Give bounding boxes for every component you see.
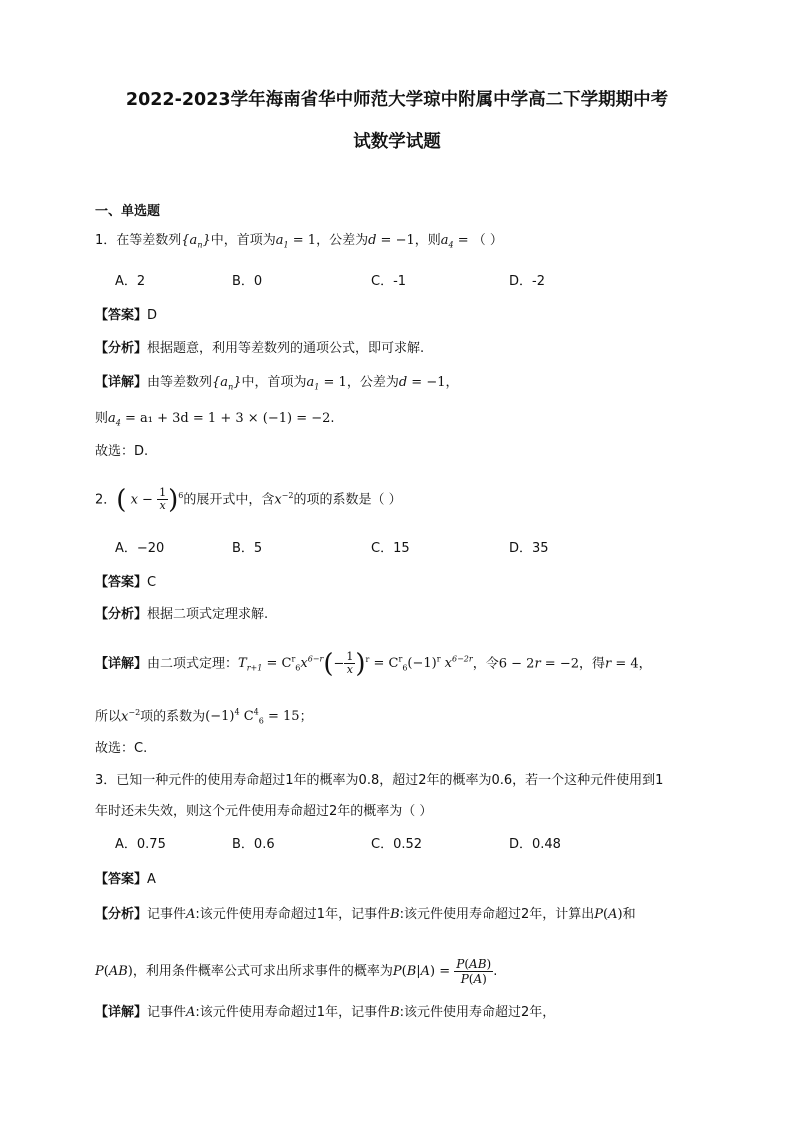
- q3-option-d: D．0.48: [509, 837, 561, 852]
- q3-analysis-line2: P(AB)，利用条件概率公式可求出所求事件的概率为P(B|A) = $\frac{P(AB)}{P(A)}$ .: [95, 957, 498, 986]
- q1-option-b: B．0: [232, 274, 263, 289]
- q1-detail-formula: 则$a_4 = a_1 + 3d = 1 + 3 \times (-1) = -2$.: [95, 411, 335, 428]
- q2-analysis: 【分析】根据二项式定理求解.: [95, 607, 269, 622]
- q2-answer: 【答案】C: [95, 575, 157, 590]
- q3-stem-line2: 年时还未失效，则这个元件使用寿命超过2年的概率为（ ）: [95, 804, 433, 819]
- q1-option-a: A．2: [115, 274, 146, 289]
- q3-option-c: C．0.52: [371, 837, 423, 852]
- q2-detail: 【详解】由二项式定理：$T_{r+1} = C^r_6x^{6-r}(-$ $\frac{1}{x}$ )$^r = C^r_6(-1)^r$ $x^{6-2r}$，令6 − 2r = −2，得r = 4，: [95, 648, 652, 679]
- q3-answer: 【答案】A: [95, 872, 156, 887]
- q3-stem-line1: 3．已知一种元件的使用寿命超过1年的概率为0.8，超过2年的概率为0.6，若一个这种元件使用到1: [95, 773, 664, 788]
- q2-stem: 2．( x − $\frac{1}{x}$ )$^6$的展开式中，含$x^{-2}$的项的系数是（ ）: [95, 484, 402, 515]
- q3-detail: 【详解】记事件A:该元件使用寿命超过1年，记事件B:该元件使用寿命超过2年，: [95, 1005, 556, 1020]
- q1-option-c: C．-1: [371, 274, 407, 289]
- q2-detail-coefficient: 所以$x^{-2}$项的系数为$(-1)^4$ $C^4_6 = 15$；: [95, 708, 313, 726]
- q2-option-c: C．15: [371, 541, 410, 556]
- q2-option-b: B．5: [232, 541, 263, 556]
- q2-option-d: D．35: [509, 541, 549, 556]
- q1-conclusion: 故选：D.: [95, 444, 149, 459]
- page-title-line1: 2022-2023学年海南省华中师范大学琼中附属中学高二下学期期中考: [125, 90, 669, 110]
- q1-answer: 【答案】D: [95, 308, 158, 323]
- page-title-line2: 试数学试题: [353, 132, 441, 152]
- q3-option-b: B．0.6: [232, 837, 275, 852]
- section-heading: 一、单选题: [95, 204, 161, 219]
- q2-conclusion: 故选：C.: [95, 741, 148, 756]
- q3-analysis-line1: 【分析】记事件A:该元件使用寿命超过1年，记事件B:该元件使用寿命超过2年，计算出P(A)和: [95, 907, 636, 922]
- q1-stem: 1．在等差数列$\{a_n\}$中，首项为$a_1 = 1$，公差为d = −1，则$a_4$ = （ ）: [95, 233, 503, 250]
- q1-detail: 【详解】由等差数列$\{a_n\}$中，首项为$a_1 = 1$，公差为d = −1，: [95, 375, 459, 392]
- q3-option-a: A．0.75: [115, 837, 166, 852]
- q1-option-d: D．-2: [509, 274, 545, 289]
- q1-analysis: 【分析】根据题意，利用等差数列的通项公式，即可求解.: [95, 341, 425, 356]
- q2-option-a: A．−20: [115, 541, 165, 556]
